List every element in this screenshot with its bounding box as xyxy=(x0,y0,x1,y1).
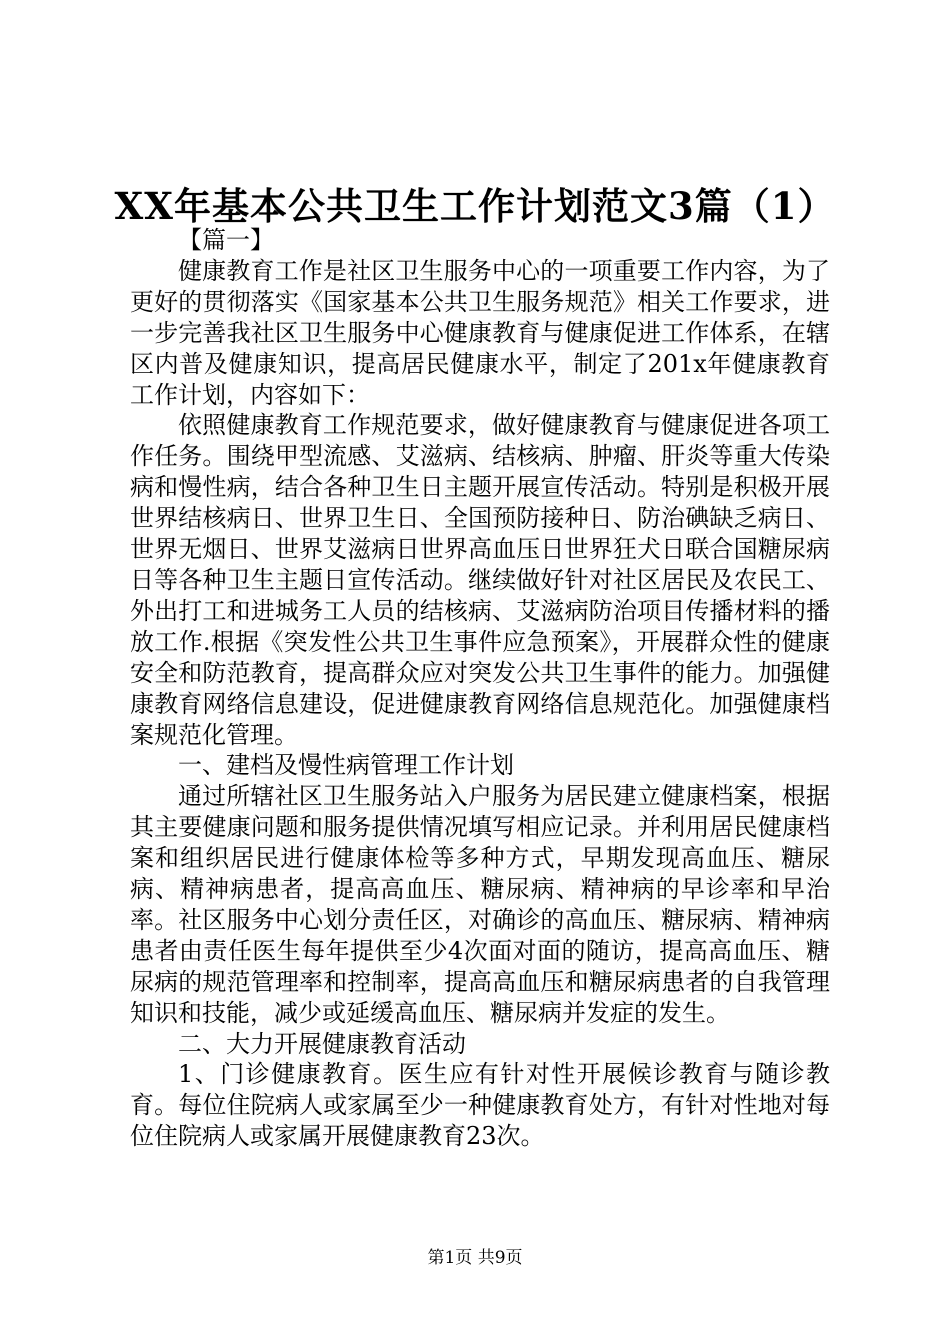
section-label: 【篇一】 xyxy=(178,226,274,254)
paragraph-outpatient: 1、门诊健康教育。医生应有针对性开展候诊教育与随诊教育。每位住院病人或家属至少一种健康教育处方，有针对性地对每位住院病人或家属开展健康教育23次。 xyxy=(130,1060,830,1151)
heading-section-1: 一、建档及慢性病管理工作计划 xyxy=(178,751,514,780)
paragraph-tasks: 依照健康教育工作规范要求，做好健康教育与健康促进各项工作任务。围绕甲型流感、艾滋病、结核病、肿瘤、肝炎等重大传染病和慢性病，结合各种卫生日主题开展宣传活动。特别是积极开展世界结核病日、世界卫生日、全国预防接种日、防治碘缺乏病日、世界无烟日、世界艾滋病日世界高血压日世界狂犬日联合国糖尿病日等各种卫生主题日宣传活动。继续做好针对社区居民及农民工、外出打工和进城务工人员的结核病、艾滋病防治项目传播材料的播放工作.根据《突发性公共卫生事件应急预案》，开展群众性的健康安全和防范教育，提高群众应对突发公共卫生事件的能力。加强健康教育网络信息建设，促进健康教育网络信息规范化。加强健康档案规范化管理。 xyxy=(130,411,830,749)
document-body xyxy=(130,225,830,1152)
page-footer: 第1页 共9页 xyxy=(427,1248,523,1268)
paragraph-records: 通过所辖社区卫生服务站入户服务为居民建立健康档案，根据其主要健康问题和服务提供情况填写相应记录。并利用居民健康档案和组织居民进行健康体检等多种方式，早期发现高血压、糖尿病、精神病患者，提高高血压、糖尿病、精神病的早诊率和早治率。社区服务中心划分责任区，对确诊的高血压、糖尿病、精神病患者由责任医生每年提供至少4次面对面的随访，提高高血压、糖尿病的规范管理率和控制率，提高高血压和糖尿病患者的自我管理知识和技能，减少或延缓高血压、糖尿病并发症的发生。 xyxy=(130,782,830,1027)
heading-section-2: 二、大力开展健康教育活动 xyxy=(178,1029,466,1058)
paragraph-intro: 健康教育工作是社区卫生服务中心的一项重要工作内容，为了更好的贯彻落实《国家基本公共卫生服务规范》相关工作要求，进一步完善我社区卫生服务中心健康教育与健康促进工作体系，在辖区内普及健康知识，提高居民健康水平，制定了201x年健康教育工作计划，内容如下： xyxy=(130,256,830,409)
document-title: XX年基本公共卫生工作计划范文3篇（1） xyxy=(114,184,836,228)
